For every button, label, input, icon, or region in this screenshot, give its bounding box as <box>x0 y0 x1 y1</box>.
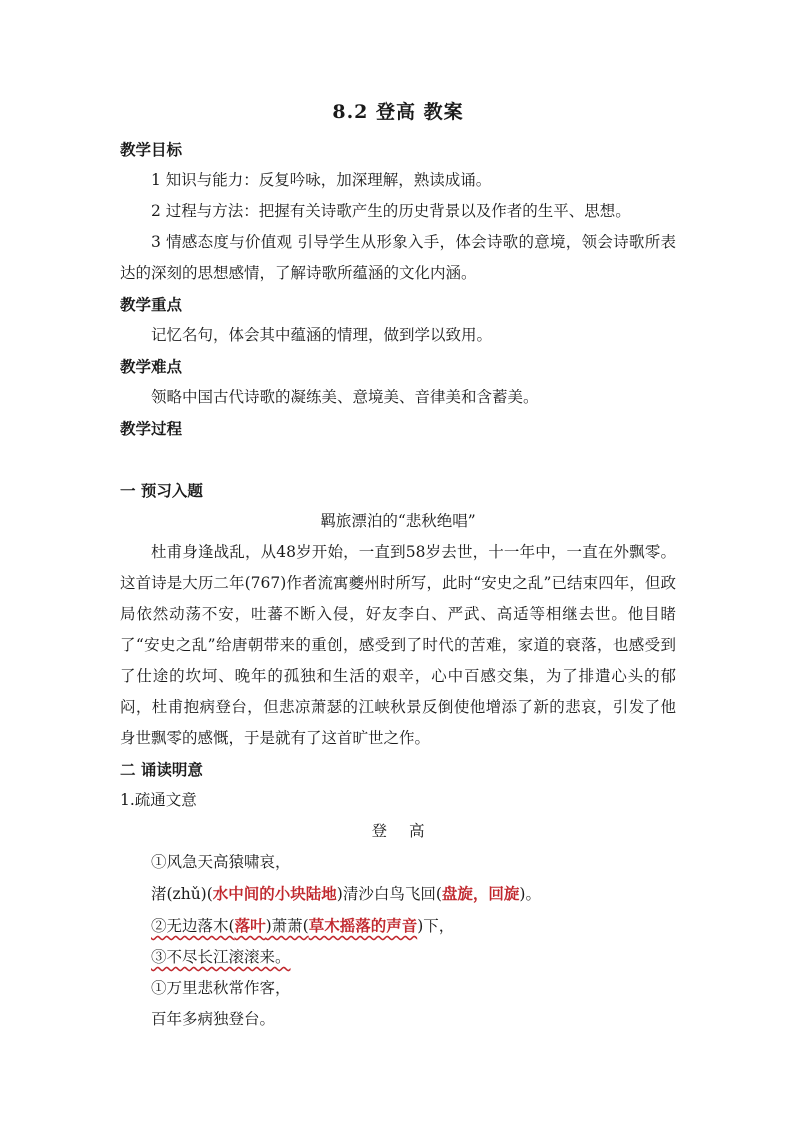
reading-heading: 二 诵读明意 <box>120 760 203 779</box>
poem-line-2-text-b: )清沙白鸟飞回( <box>336 885 442 903</box>
annotation-xiaoxiao: 草木摇落的声音 <box>308 916 418 935</box>
goals-heading: 教学目标 <box>120 140 183 159</box>
poem-line-3-underlined <box>151 917 417 935</box>
poem-title: 登高 <box>371 822 447 840</box>
poem-line-1: ①风急天高猿啸哀， <box>151 853 291 871</box>
goal-item-2: 2 过程与方法：把握有关诗歌产生的历史背景以及作者的生平、思想。 <box>151 202 631 220</box>
poem-line-2-text-a: 渚(zhǔ)( <box>151 885 213 903</box>
annotation-zhu: 水中间的小块陆地 <box>212 884 337 903</box>
key-points-heading: 教学重点 <box>120 295 183 314</box>
annotation-luoye: 落叶 <box>234 916 266 935</box>
poem-line-3 <box>120 910 676 942</box>
preview-paragraph: 杜甫身逢战乱，从48岁开始，一直到58岁去世，十一年中，一直在外飘零。这首诗是大历二年(767)作者流寓夔州时所写，此时“安史之乱”已结束四年，但政局依然动荡不安，吐蕃不断入侵，好友李白、严武、高适等相继去世。他目睹了“安史之乱”给唐朝带来的重创，感受到了时代的苦难，家道的衰落，也感受到了仕途的坎坷、晚年的孤独和生活的艰辛，心中百感交集，为了排遣心头的郁闷，杜甫抱病登台，但悲凉萧瑟的江峡秋景反倒使他增添了新的悲哀，引发了他身世飘零的感慨，于是就有了这首旷世之作。 <box>120 543 676 747</box>
difficulty-heading: 教学难点 <box>120 357 183 376</box>
goal-item-3: 3 情感态度与价值观 引导学生从形象入手，体会诗歌的意境，领会诗歌所表达的深刻的思想感情，了解诗歌所蕴涵的文化内涵。 <box>120 233 676 282</box>
poem-line-3-text-c: )下， <box>417 917 455 935</box>
poem-line-5: ①万里悲秋常作客， <box>151 979 291 997</box>
difficulty-text: 领略中国古代诗歌的凝练美、意境美、音律美和含蓄美。 <box>151 388 539 406</box>
poem-line-6: 百年多病独登台。 <box>151 1010 276 1028</box>
annotation-huì: 盘旋，回旋 <box>441 884 520 903</box>
poem-line-3-text-a: ②无边落木( <box>151 917 235 935</box>
poem-line-4-text: ③不尽长江滚滚来。 <box>151 948 291 966</box>
poem-line-3-text-b: )萧萧( <box>265 917 309 935</box>
document-page <box>120 96 676 1035</box>
spacer <box>120 444 676 475</box>
goal-item-1: 1 知识与能力：反复吟咏，加深理解，熟读成诵。 <box>151 171 492 189</box>
poem-line-2-text-c: )。 <box>519 885 541 903</box>
key-points-text: 记忆名句，体会其中蕴涵的情理，做到学以致用。 <box>151 326 493 344</box>
preview-heading: 一 预习入题 <box>120 481 203 500</box>
reading-subheading: 1.疏通文意 <box>120 791 197 809</box>
poem-line-2 <box>120 878 676 910</box>
document-title: 8.2 登高 教案 <box>332 101 464 123</box>
poem-line-4 <box>120 942 676 973</box>
preview-subtitle: 羁旅漂泊的“悲秋绝唱” <box>320 512 476 530</box>
process-heading: 教学过程 <box>120 419 183 438</box>
